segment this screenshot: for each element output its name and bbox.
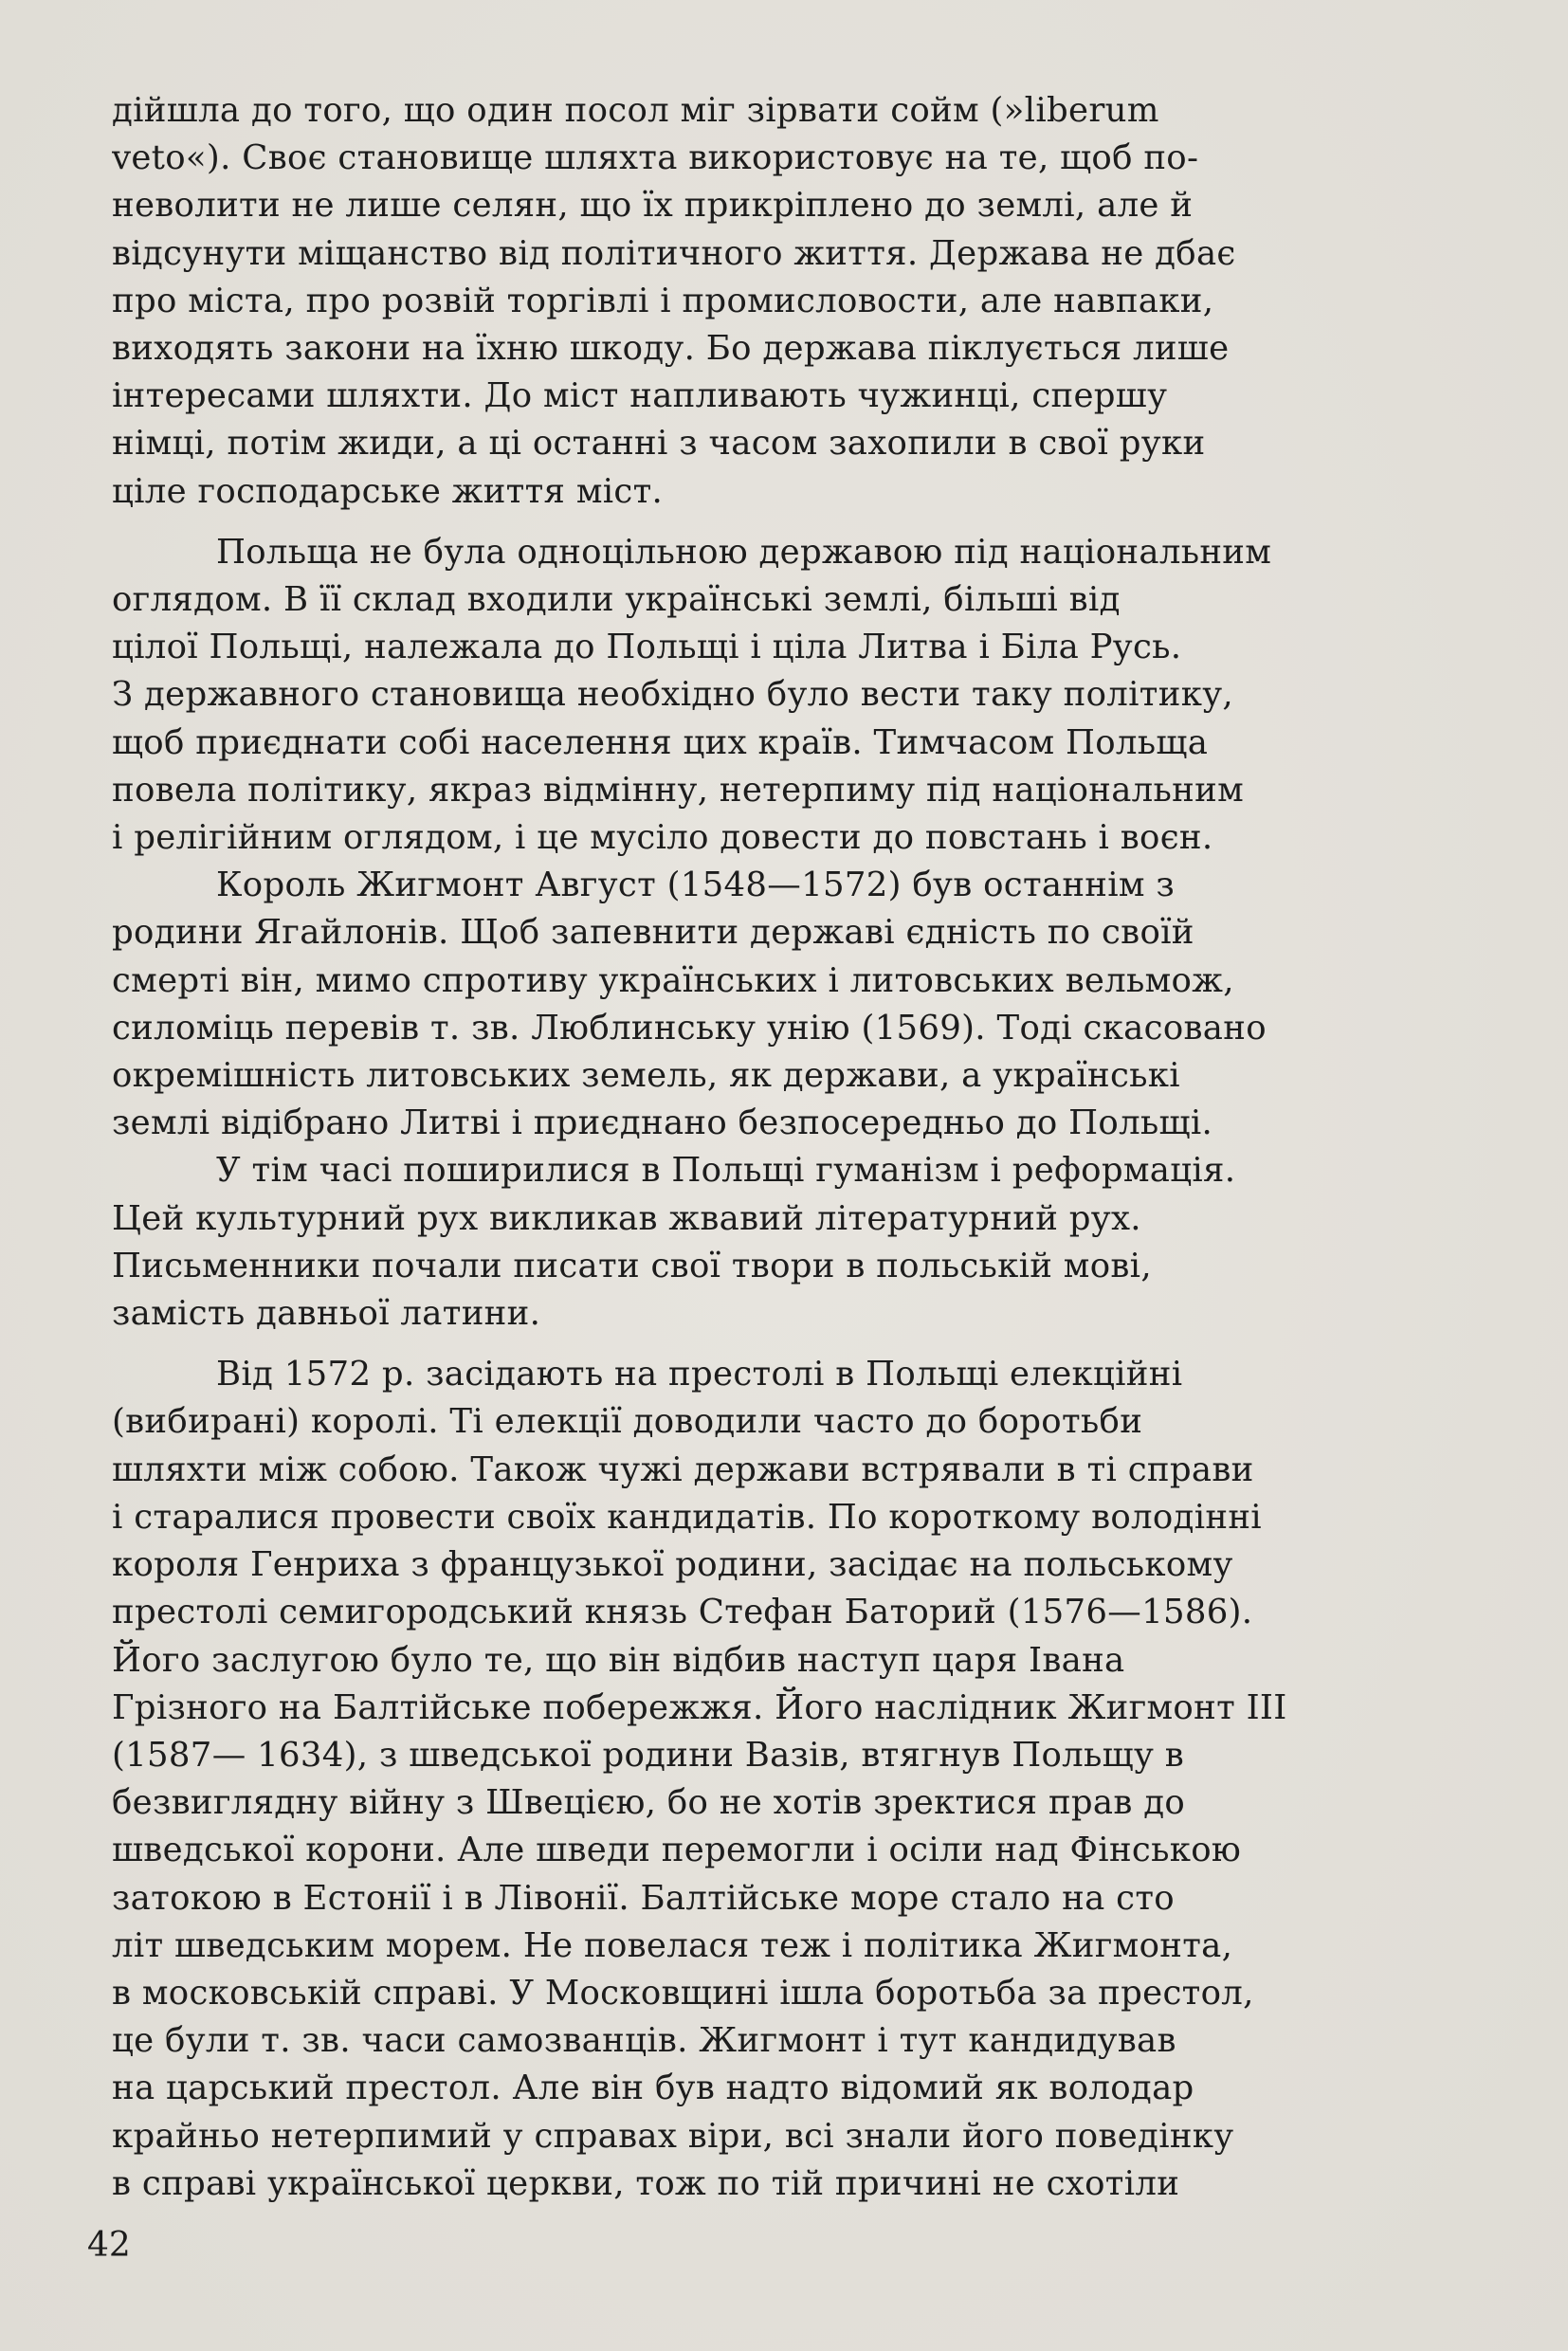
text-line: (вибирані) королі. Ті елекції доводили часто до боротьби bbox=[112, 1402, 1143, 1442]
text-line: замість давньої латини. bbox=[112, 1294, 541, 1334]
text-line: З державного становища необхідно було вести таку політику, bbox=[112, 675, 1233, 715]
text-line: veto«). Своє становище шляхта використовує на те, щоб по- bbox=[112, 138, 1199, 178]
text-line: відсунути міщанство від політичного життя. Держава не дбає bbox=[112, 233, 1236, 273]
body-text bbox=[112, 87, 1530, 2208]
text-line: безвиглядну війну з Швецією, бо не хотів зректися прав до bbox=[112, 1783, 1186, 1823]
text-line: Цей культурний рух викликав жвавий літературний рух. bbox=[112, 1198, 1141, 1238]
text-line: затокою в Естонії і в Лівонії. Балтійське море стало на сто bbox=[112, 1878, 1175, 1918]
text-line: короля Генриха з французької родини, засідає на польському bbox=[112, 1545, 1233, 1585]
text-line: про міста, про розвій торгівлі і промисловости, але навпаки, bbox=[112, 281, 1214, 320]
text-line: шляхти між собою. Також чужі держави встрявали в ті справи bbox=[112, 1449, 1254, 1489]
text-line: ціле господарське життя міст. bbox=[112, 471, 664, 511]
text-line: щоб приєднати собі населення цих країв. Тимчасом Польща bbox=[112, 722, 1209, 762]
text-line: (1587— 1634), з шведської родини Вазів, втягнув Польщу в bbox=[112, 1735, 1185, 1775]
text-line: Його заслугою було те, що він відбив наступ царя Івана bbox=[112, 1640, 1125, 1680]
text-line: і старалися провести своїх кандидатів. По короткому володінні bbox=[112, 1497, 1262, 1537]
paragraph bbox=[112, 862, 1530, 1147]
text-line: окремішність литовських земель, як держави, а українські bbox=[112, 1056, 1180, 1096]
text-line: престолі семигородський князь Стефан Баторий (1576—1586). bbox=[112, 1593, 1253, 1632]
text-line: шведської корони. Але шведи перемогли і осіли над Фінською bbox=[112, 1831, 1242, 1870]
text-line: виходять закони на їхню шкоду. Бо держава піклується лише bbox=[112, 329, 1230, 369]
text-line: літ шведським морем. Не повелася теж і політика Жигмонта, bbox=[112, 1925, 1233, 1965]
text-line: цілої Польщі, належала до Польщі і ціла Литва і Біла Русь. bbox=[112, 628, 1182, 667]
text-line: оглядом. В її склад входили українські землі, більші від bbox=[112, 580, 1121, 620]
text-line: силоміць перевів т. зв. Люблинську унію (1569). Тоді скасовано bbox=[112, 1008, 1267, 1048]
text-line: інтересами шляхти. До міст напливають чужинці, спершу bbox=[112, 376, 1168, 416]
text-line: на царський престол. Але він був надто відомий як володар bbox=[112, 2069, 1194, 2108]
paragraph bbox=[112, 87, 1530, 516]
text-line: повела політику, якраз відмінну, нетерпиму під національним bbox=[112, 770, 1245, 810]
text-line: Письменники почали писати свої твори в польській мові, bbox=[112, 1246, 1152, 1285]
text-line: дійшла до того, що один посол міг зірвати сойм (»liberum bbox=[112, 91, 1159, 130]
text-line: У тім часі поширилися в Польщі гуманізм і реформація. bbox=[216, 1151, 1236, 1191]
paragraph bbox=[112, 1147, 1530, 1338]
text-line: Грізного на Балтійське побережжя. Його наслідник Жигмонт III bbox=[112, 1687, 1287, 1727]
paragraph bbox=[112, 529, 1530, 862]
text-line: неволити не лише селян, що їх прикріплено до землі, але й bbox=[112, 186, 1194, 226]
text-line: Польща не була одноцільною державою під національним bbox=[216, 532, 1272, 572]
text-line: в московській справі. У Московщині ішла боротьба за престол, bbox=[112, 1973, 1254, 2013]
page-number: 42 bbox=[87, 2226, 131, 2265]
paragraph bbox=[112, 1351, 1530, 2208]
text-line: Від 1572 р. засідають на престолі в Польщі елекційні bbox=[216, 1355, 1183, 1394]
text-line: землі відібрано Литві і приєднано безпосередньо до Польщі. bbox=[112, 1103, 1213, 1143]
text-line: родини Ягайлонів. Щоб запевнити державі єдність по своїй bbox=[112, 913, 1194, 953]
text-line: це були т. зв. часи самозванців. Жигмонт і тут кандидував bbox=[112, 2021, 1176, 2061]
text-line: крайньо нетерпимий у справах віри, всі знали його поведінку bbox=[112, 2116, 1234, 2156]
text-line: смерті він, мимо спротиву українських і литовських вельмож, bbox=[112, 960, 1234, 1000]
text-line: в справі української церкви, тож по тій причині не схотіли bbox=[112, 2163, 1180, 2203]
text-line: і релігійним оглядом, і це мусіло довести до повстань і воєн. bbox=[112, 818, 1213, 858]
text-line: Король Жигмонт Август (1548—1572) був останнім з bbox=[216, 866, 1176, 905]
text-line: німці, потім жиди, а ці останні з часом захопили в свої руки bbox=[112, 424, 1206, 464]
